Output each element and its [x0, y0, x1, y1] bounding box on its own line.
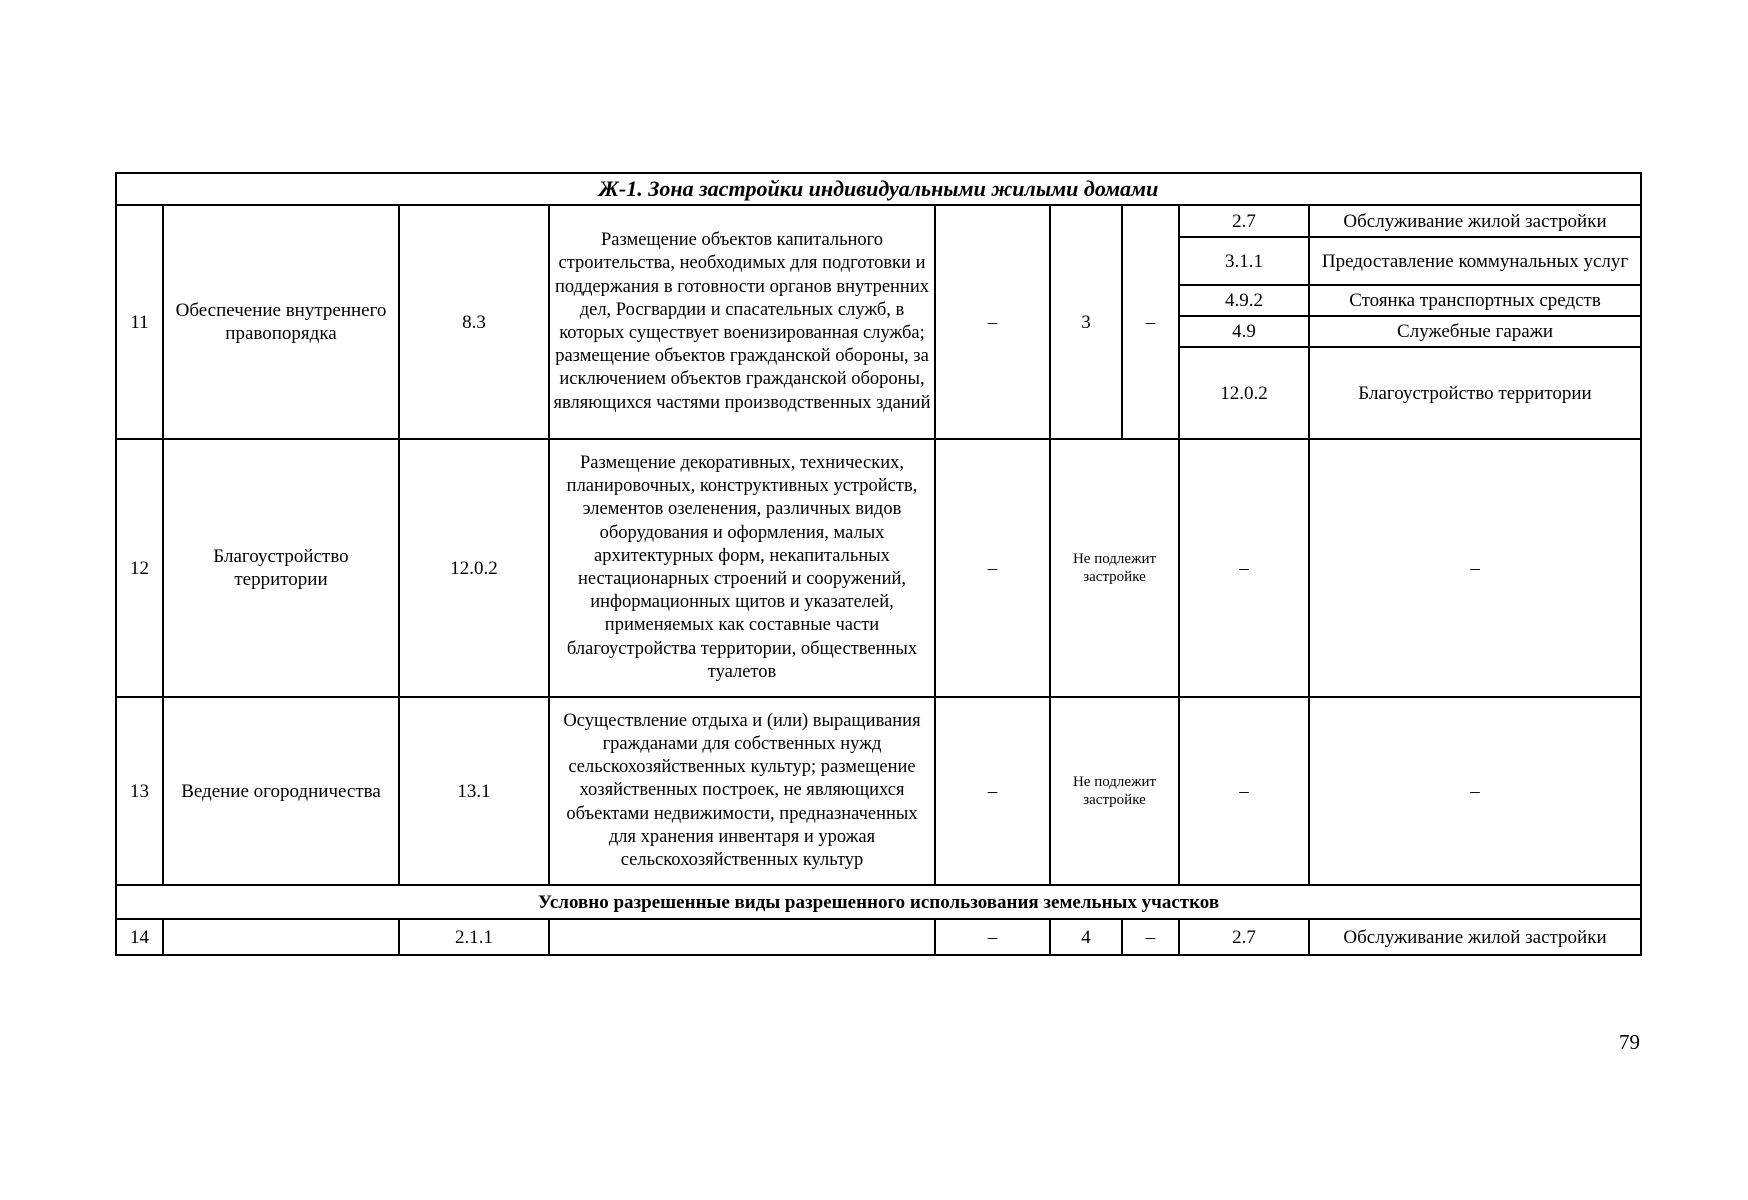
- aux-use-name: Стоянка транспортных средств: [1309, 285, 1641, 316]
- use-code: 2.1.1: [399, 919, 549, 955]
- use-name: Благоустройство территории: [163, 439, 399, 697]
- use-code: 12.0.2: [399, 439, 549, 697]
- table-row: [116, 697, 1641, 885]
- use-description: Осуществление отдыха и (или) выращивания гражданами для собственных нужд сельскохозяйственных культур; размещение хозяйственных построек, не являющихся объектами недвижимости, предназначенных для хранения инвентаря и урожая сельскохозяйственных культур: [549, 697, 935, 885]
- section-title-row: [116, 885, 1641, 919]
- zone-title-row: [116, 173, 1641, 205]
- parameter-cell: –: [935, 439, 1050, 697]
- use-code: 8.3: [399, 205, 549, 439]
- row-number: 11: [116, 205, 163, 439]
- aux-use-name: Обслуживание жилой застройки: [1309, 205, 1641, 237]
- not-buildable-note: Не подлежит застройке: [1050, 697, 1179, 885]
- aux-use-name: Благоустройство территории: [1309, 347, 1641, 439]
- aux-use-code: 2.7: [1179, 205, 1309, 237]
- table-row: [116, 439, 1641, 697]
- use-name: Ведение огородничества: [163, 697, 399, 885]
- use-name: [163, 919, 399, 955]
- aux-use-name: –: [1309, 439, 1641, 697]
- parameter-cell: –: [1122, 205, 1179, 439]
- row-number: 13: [116, 697, 163, 885]
- parameter-cell: 3: [1050, 205, 1122, 439]
- use-code: 13.1: [399, 697, 549, 885]
- use-description: Размещение декоративных, технических, планировочных, конструктивных устройств, элементов озеленения, различных видов оборудования и оформления, малых архитектурных форм, некапитальных нестационарных строений и сооружений, информационных щитов и указателей, применяемых как составные части благоустройства территории, общественных туалетов: [549, 439, 935, 697]
- aux-use-name: Служебные гаражи: [1309, 316, 1641, 347]
- aux-use-code: 2.7: [1179, 919, 1309, 955]
- section-title: Условно разрешенные виды разрешенного использования земельных участков: [116, 885, 1641, 919]
- aux-use-code: 3.1.1: [1179, 237, 1309, 285]
- not-buildable-note: Не подлежит застройке: [1050, 439, 1179, 697]
- aux-use-name: Обслуживание жилой застройки: [1309, 919, 1641, 955]
- parameter-cell: –: [1122, 919, 1179, 955]
- parameter-cell: –: [935, 697, 1050, 885]
- table-row: [116, 919, 1641, 955]
- aux-use-name: Предоставление коммунальных услуг: [1309, 237, 1641, 285]
- aux-use-code: 12.0.2: [1179, 347, 1309, 439]
- parameter-cell: 4: [1050, 919, 1122, 955]
- aux-use-code: 4.9.2: [1179, 285, 1309, 316]
- use-description: Размещение объектов капитального строительства, необходимых для подготовки и поддержания в готовности органов внутренних дел, Росгвардии и спасательных служб, в которых существует военизированная служба; размещение объектов гражданской обороны, за исключением объектов гражданской обороны, являющихся частями производственных зданий: [549, 205, 935, 439]
- parameter-cell: –: [935, 205, 1050, 439]
- table-row: [116, 205, 1641, 237]
- aux-use-code: 4.9: [1179, 316, 1309, 347]
- zoning-table: [115, 172, 1642, 956]
- parameter-cell: –: [935, 919, 1050, 955]
- page-number: 79: [1619, 1030, 1640, 1054]
- aux-use-code: –: [1179, 439, 1309, 697]
- use-description: [549, 919, 935, 955]
- row-number: 12: [116, 439, 163, 697]
- zone-title: Ж-1. Зона застройки индивидуальными жилыми домами: [116, 173, 1641, 205]
- aux-use-name: –: [1309, 697, 1641, 885]
- row-number: 14: [116, 919, 163, 955]
- aux-use-code: –: [1179, 697, 1309, 885]
- use-name: Обеспечение внутреннего правопорядка: [163, 205, 399, 439]
